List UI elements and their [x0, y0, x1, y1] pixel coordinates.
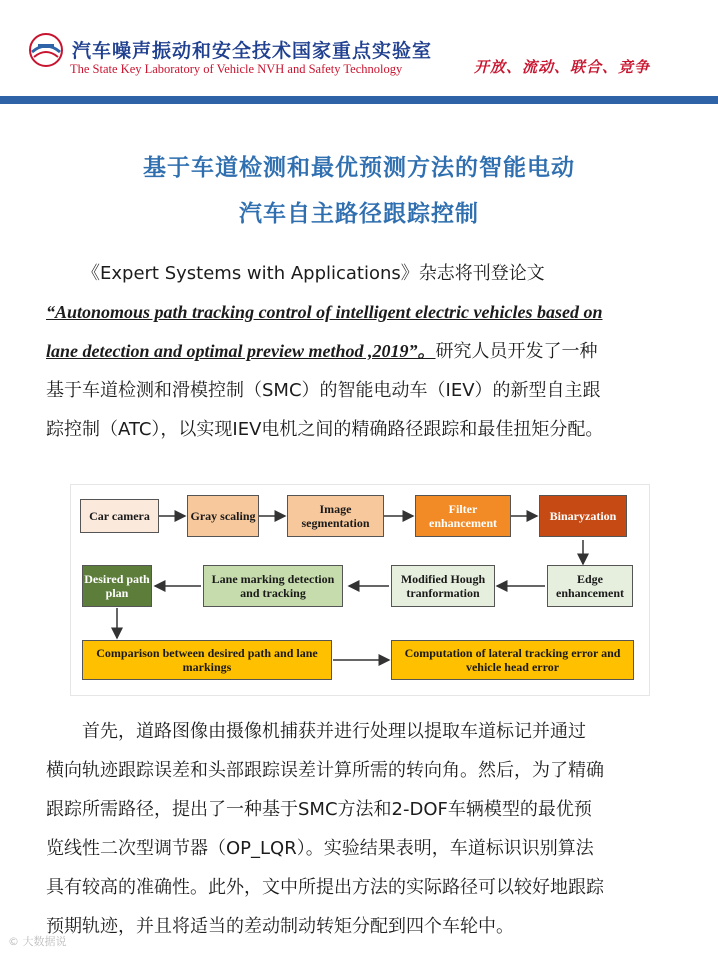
watermark — [8, 933, 67, 949]
header-divider — [0, 96, 718, 104]
paper-title-part-2: lane detection and optimal preview method ,2019”。 — [46, 341, 436, 361]
body-paragraph — [46, 712, 670, 946]
lab-name-en: The State Key Laboratory of Vehicle NVH and Safety Technology — [70, 62, 403, 76]
box-gray-scaling: Gray scaling — [187, 495, 259, 537]
box-desired-path: Desired path plan — [82, 565, 152, 607]
box-car-camera: Car camera — [80, 499, 159, 533]
box-comparison: Comparison between desired path and lane markings — [82, 640, 332, 680]
intro-paragraph — [46, 254, 670, 449]
page-header — [0, 0, 718, 96]
lab-logo-icon — [28, 32, 64, 68]
flowchart — [70, 484, 650, 696]
body-line-5: 具有较高的准确性。此外，文中所提出方法的实际路径可以较好地跟踪 — [46, 877, 604, 898]
body-line-2: 横向轨迹跟踪误差和头部跟踪误差计算所需的转向角。然后，为了精确 — [46, 760, 604, 781]
article-title-line1: 基于车道检测和最优预测方法的智能电动 — [143, 155, 575, 181]
body-line-4: 览线性二次型调节器（OP_LQR）。实验结果表明，车道标识识别算法 — [46, 838, 594, 859]
paper-title-part-1: “Autonomous path tracking control of intelligent electric vehicles based on — [46, 302, 603, 322]
box-computation: Computation of lateral tracking error and vehicle head error — [391, 640, 634, 680]
lab-motto: 开放、流动、联合、竞争 — [474, 58, 651, 76]
body-line-3: 跟踪所需路径，提出了一种基于SMC方法和2-DOF车辆模型的最优预 — [46, 799, 592, 820]
box-filter-enhancement: Filter enhancement — [415, 495, 511, 537]
body-line-6: 预期轨迹，并且将适当的差动制动转矩分配到四个车轮中。 — [46, 916, 514, 937]
paper-title-line-1 — [46, 293, 670, 332]
box-image-segmentation: Image segmentation — [287, 495, 384, 537]
intro-line-1: 《Expert Systems with Applications》杂志将刊登论文 — [82, 263, 545, 284]
paper-title-line-2 — [46, 332, 670, 371]
lab-name-cn: 汽车噪声振动和安全技术国家重点实验室 — [72, 40, 433, 62]
intro-line-3: 基于车道检测和滑模控制（SMC）的智能电动车（IEV）的新型自主跟 — [46, 380, 601, 401]
watermark-icon: © — [8, 935, 19, 948]
box-binaryzation: Binaryzation — [539, 495, 627, 537]
article-title-line2: 汽车自主路径跟踪控制 — [239, 201, 479, 227]
intro-line-2-rest: 研究人员开发了一种 — [435, 341, 598, 362]
intro-line-4: 踪控制（ATC），以实现IEV电机之间的精确路径跟踪和最佳扭矩分配。 — [46, 419, 604, 440]
box-lane-marking: Lane marking detection and tracking — [203, 565, 343, 607]
watermark-text: 大数据说 — [22, 935, 67, 948]
box-modified-hough: Modified Hough tranformation — [391, 565, 495, 607]
body-line-1: 首先，道路图像由摄像机捕获并进行处理以提取车道标记并通过 — [82, 721, 586, 742]
box-edge-enhancement: Edge enhancement — [547, 565, 633, 607]
